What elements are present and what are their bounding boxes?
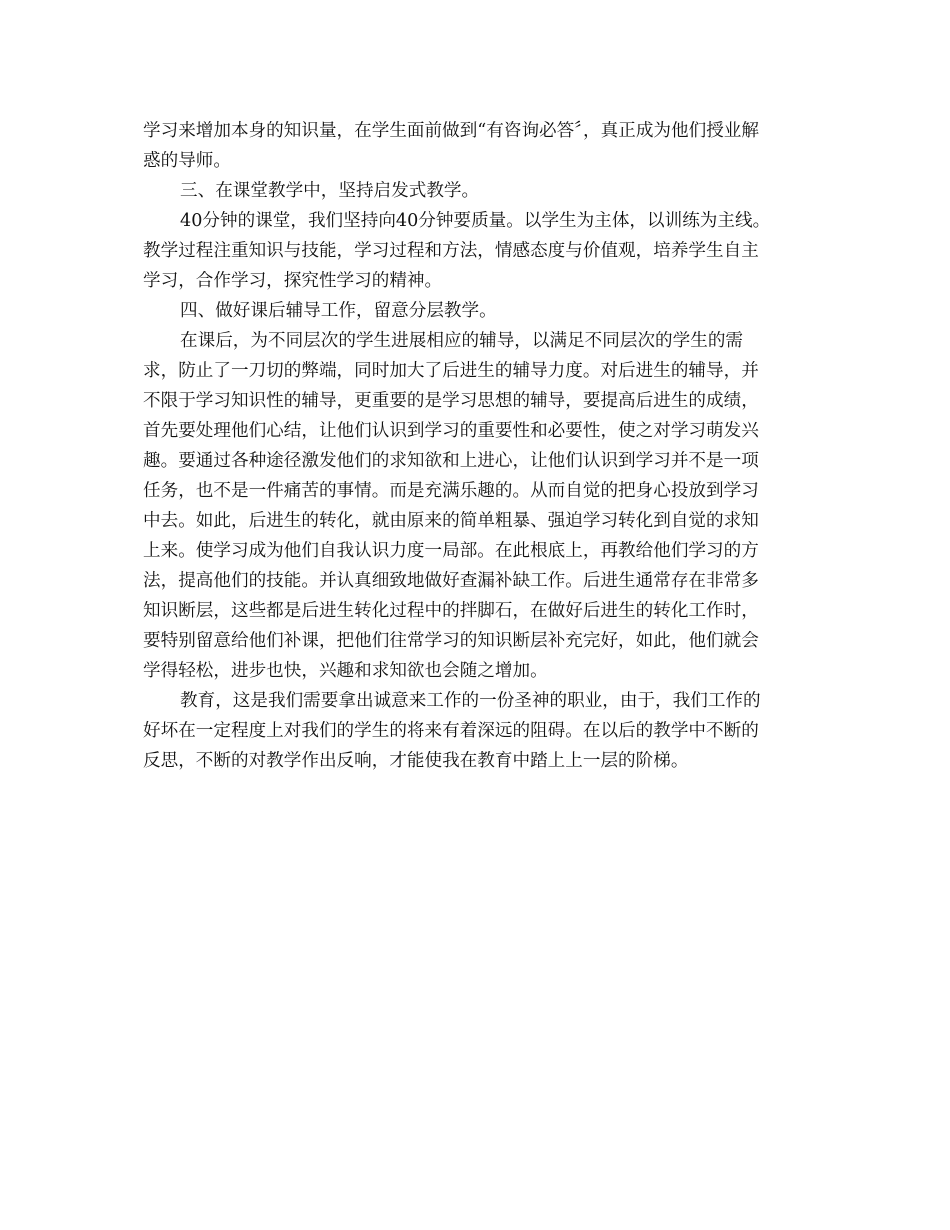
text-line: 知识断层，这些都是后进生转化过程中的拌脚石，在做好后进生的转化工作时，	[143, 601, 759, 621]
section-heading-3	[143, 176, 810, 206]
paragraph-classroom	[143, 206, 810, 296]
text-line: 首先要处理他们心结，让他们认识到学习的重要性和必要性，使之对学习萌发兴	[143, 421, 759, 441]
paragraph-tutoring	[143, 326, 810, 686]
text-line: 学习，合作学习，探究性学习的精神。	[143, 271, 443, 291]
text-line: 学习来增加本身的知识量，在学生面前做到“有咨询必答〞，真正成为他们授业解	[143, 121, 759, 141]
text-line: 40分钟的课堂，我们坚持向40分钟要质量。以学生为主体，以训练为主线。	[180, 211, 771, 231]
text-line: 惑的导师。	[143, 151, 231, 171]
text-line: 趣。要通过各种途径激发他们的求知欲和上进心，让他们认识到学习并不是一项	[143, 451, 759, 471]
text-line: 在课后，为不同层次的学生进展相应的辅导，以满足不同层次的学生的需	[180, 331, 744, 351]
text-line: 上来。使学习成为他们自我认识力度一局部。在此根底上，再教给他们学习的方	[143, 541, 759, 561]
text-line: 不限于学习知识性的辅导，更重要的是学习思想的辅导，要提高后进生的成绩，	[143, 391, 759, 411]
text-line: 中去。如此，后进生的转化，就由原来的简单粗暴、强迫学习转化到自觉的求知	[143, 511, 759, 531]
text-line: 要特别留意给他们补课，把他们往常学习的知识断层补充完好，如此，他们就会	[143, 631, 759, 651]
paragraph-conclusion	[143, 686, 810, 776]
text-line: 好坏在一定程度上对我们的学生的将来有着深远的阻碍。在以后的教学中不断的	[143, 721, 759, 741]
section-heading-4	[143, 296, 810, 326]
heading-line: 三、在课堂教学中，坚持启发式教学。	[180, 181, 480, 201]
document-body	[143, 116, 810, 776]
text-line: 任务，也不是一件痛苦的事情。而是充满乐趣的。从而自觉的把身心投放到学习	[143, 481, 759, 501]
text-line: 法，提高他们的技能。并认真细致地做好查漏补缺工作。后进生通常存在非常多	[143, 571, 759, 591]
text-line: 反思，不断的对教学作出反响，才能使我在教育中踏上上一层的阶梯。	[143, 751, 689, 771]
text-line: 求，防止了一刀切的弊端，同时加大了后进生的辅导力度。对后进生的辅导，并	[143, 361, 759, 381]
heading-line: 四、做好课后辅导工作，留意分层教学。	[180, 301, 497, 321]
text-line: 学得轻松，进步也快，兴趣和求知欲也会随之增加。	[143, 661, 548, 681]
text-line: 教学过程注重知识与技能，学习过程和方法，情感态度与价值观，培养学生自主	[143, 241, 759, 261]
text-line: 教育，这是我们需要拿出诚意来工作的一份圣神的职业，由于，我们工作的	[180, 691, 761, 711]
paragraph-continuation	[143, 116, 810, 176]
